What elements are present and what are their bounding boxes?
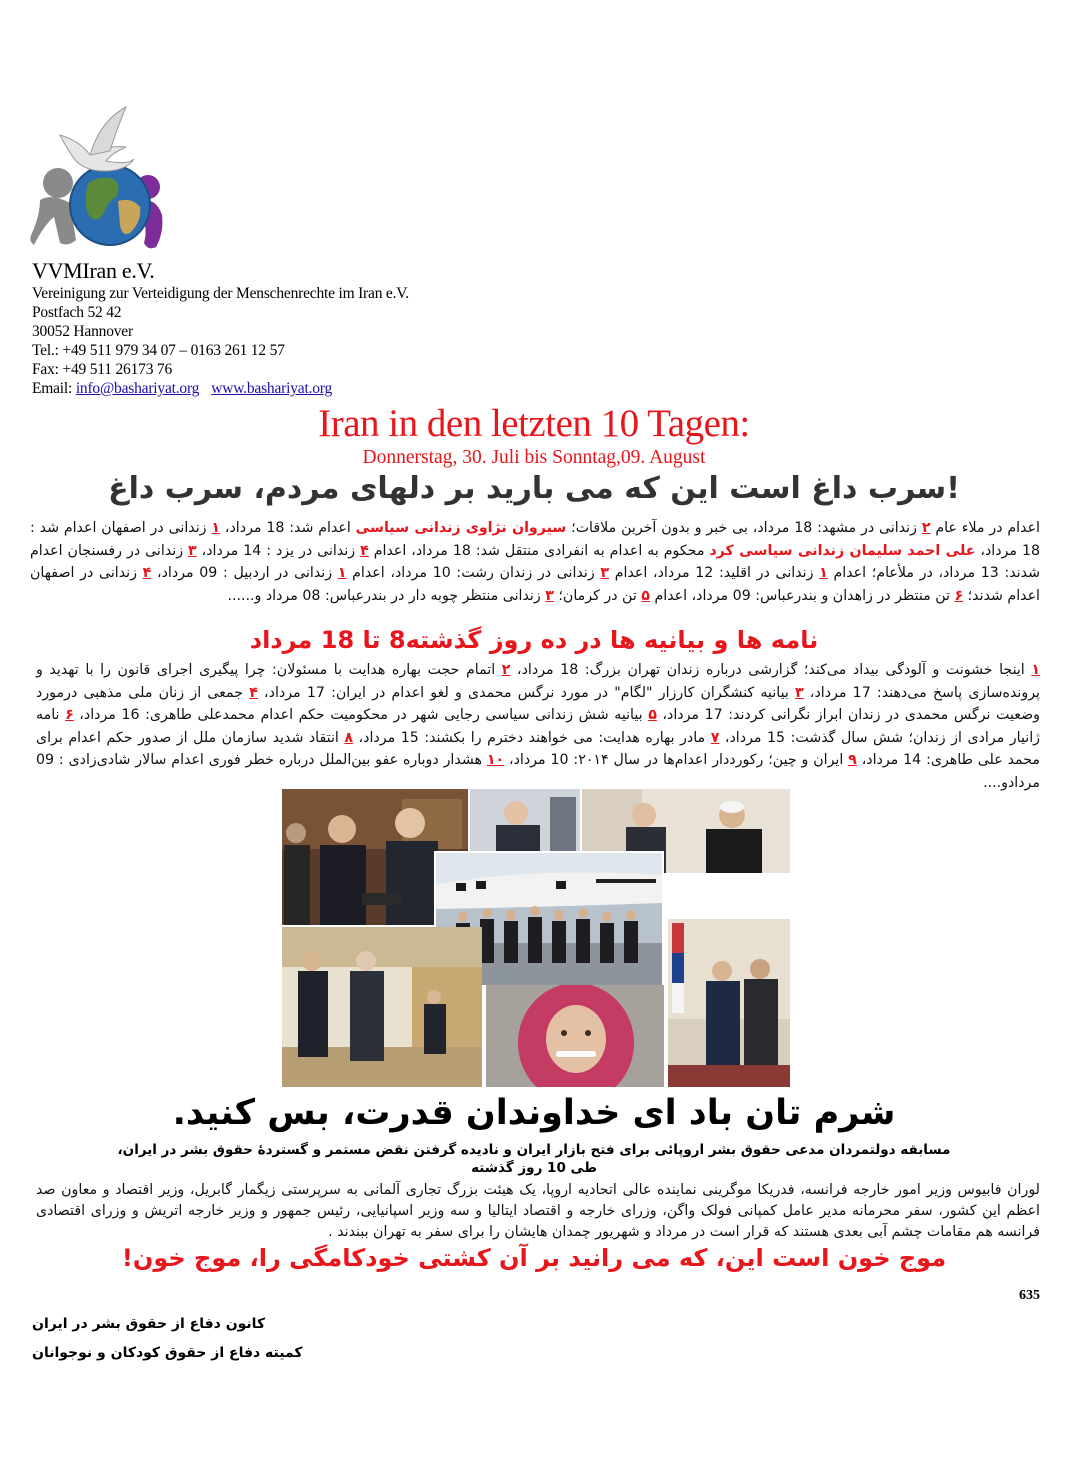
signature-line-1: کانون دفاع از حقوق بشر در ایران	[32, 1316, 266, 1332]
persian-headline: سرب داغ است این که می بارید بر دلهای مردم، سرب داغ!	[108, 471, 960, 506]
org-postfach: Postfach 52 42	[32, 304, 122, 321]
dove-globe-people-logo-icon	[30, 105, 170, 255]
item-number[interactable]: ۵	[648, 707, 657, 724]
letters-paragraph: ۱ اینجا خشونت و آلودگی بیداد می‌کند؛ گزارشی درباره زندان تهران بزرگ: 18 مرداد، ۲ اتمام حجت بهاره هدایت با مسئولان: چرا پیگیری اجرای قانون را با تهدید و پرونده‌سازی پاسخ می‌دهند: 17 مرداد، ۳ بیانیه کنشگران کارزار "لگام" در مورد نرگس محمدی و لغو اعدام در ایران: 17 مرداد، ۴ جمعی از زنان ملی مذهبی درمورد وضعیت نرگس محمدی در زندان ابراز نگرانی کردند: 17 مرداد، ۵ بیانیه شش زندانی سیاسی رجایی شهر در محکومیت حکم اعدام محمدعلی طاهری: 16 مرداد، ۶ نامه ژانیار مرادی از زندان؛ شش سال گذشت: 15 مرداد، ۷ مادر بهاره هدایت: می خواهند دخترم را بکشند: 15 مرداد، ۸ انتقاد شدید سازمان ملل از صدور حکم اعدام برای محمد علی طاهری: 14 مرداد، ۹ ایران و چین؛ رکورددار اعدام‌ها در سال ۲۰۱۴: 10 مرداد، ۱۰ هشدار دوباره عفو بین‌الملل درباره خطر فوری اعدام سالار شادی‌زادی : 09 مردادو....	[36, 662, 1040, 791]
highlighted-name: سیروان نژاوی زندانی سیاسی	[355, 520, 567, 536]
page-title: Iran in den letzten 10 Tagen:	[318, 402, 750, 445]
item-number[interactable]: ۳	[188, 542, 197, 559]
org-name: VVMIran e.V.	[32, 258, 155, 283]
website-link[interactable]: www.bashariyat.org	[211, 380, 333, 397]
item-number[interactable]: ۴	[249, 684, 258, 701]
letterhead	[32, 258, 552, 398]
org-tel: Tel.: +49 511 979 34 07 – 0163 261 12 57	[32, 342, 285, 359]
item-number[interactable]: ۳	[600, 565, 610, 582]
item-number[interactable]: ۱	[211, 520, 221, 536]
subheading-line-1: مسابقه دولتمردان مدعی حقوق بشر اروپائی برای فتح بازار ایران و نادیده گرفتن نقض مستمر و گستردهٔ حقوق بشر در ایران،	[117, 1142, 951, 1158]
item-number[interactable]: ۴	[360, 542, 369, 559]
item-number[interactable]: ۱	[1031, 662, 1040, 678]
org-city: 30052 Hannover	[32, 323, 133, 340]
org-contact	[32, 379, 552, 398]
item-number[interactable]: ۳	[795, 684, 804, 701]
item-number[interactable]: ۶	[954, 587, 964, 604]
item-number[interactable]: ۲	[921, 520, 931, 536]
item-number[interactable]: ۱۰	[486, 752, 505, 769]
blood-wave-headline: موج خون است این، که می رانید بر آن کشتی خودکامگی را، موج خون!	[121, 1244, 947, 1272]
document-number: 635	[1019, 1288, 1040, 1303]
item-number[interactable]: ۵	[641, 587, 650, 604]
letters-heading: نامه ها و بیانیه ها در ده روز گذشته8 تا 18 مرداد	[249, 626, 819, 654]
email-label: Email:	[32, 380, 76, 397]
email-link[interactable]: info@bashariyat.org	[75, 380, 200, 397]
item-number[interactable]: ۴	[142, 565, 152, 582]
signature-line-2: کمیته دفاع از حقوق کودکان و نوجوانان	[32, 1345, 303, 1361]
item-number[interactable]: ۶	[65, 707, 74, 724]
item-number[interactable]: ۲	[501, 662, 511, 678]
org-full-name: Vereinigung zur Verteidigung der Menschenrechte im Iran e.V.	[32, 285, 409, 302]
german-officials-photo	[470, 789, 580, 853]
woman-headscarf-photo	[486, 985, 664, 1087]
item-number[interactable]: ۱	[337, 565, 347, 582]
flags-handshake-photo	[668, 919, 790, 1087]
shame-headline: شرم تان باد ای خداوندان قدرت، بس کنید.	[172, 1093, 896, 1133]
subheading-line-2: طی 10 روز گذشته	[471, 1160, 597, 1176]
photo-collage	[282, 789, 790, 1087]
executions-paragraph: اعدام در ملاء عام ۲ زندانی در مشهد: 18 مرداد، بی خبر و بدون آخرین ملاقات؛ سیروان نژاوی زندانی سیاسی اعدام شد: 18 مرداد، ۱ زندانی در اصفهان اعدام شد : 18 مرداد، علی احمد سلیمان زندانی سیاسی کرد محکوم به اعدام به انفرادی منتقل شد: 18 مرداد، اعدام ۴ زندانی در یزد : 14 مرداد، ۳ زندانی در رفسنجان اعدام شدند: 13 مرداد، در ملأعام؛ اعدام ۱ زندانی در اقلید: 12 مرداد، اعدام ۳ زندانی در زندان رشت: 10 مرداد، اعدام ۱ زندانی در اردبیل : 09 مرداد، ۴ زندانی در اصفهان اعدام شدند؛ ۶ تن منتظر در زاهدان و بندرعباس: 09 مرداد، اعدام ۵ تن در کرمان؛ ۳ زندانی منتظر چوبه دار در بندرعباس: 08 مرداد و......	[30, 520, 1041, 604]
ministers-walking-photo	[282, 927, 482, 1087]
item-number[interactable]: ۱	[819, 565, 828, 582]
date-range-subtitle: Donnerstag, 30. Juli bis Sonntag,09. August	[362, 447, 706, 468]
item-number[interactable]: ۸	[344, 729, 354, 746]
org-fax: Fax: +49 511 26173 76	[32, 361, 173, 378]
highlighted-name: علی احمد سلیمان زندانی سیاسی کرد	[709, 542, 976, 559]
item-number[interactable]: ۹	[848, 752, 857, 769]
item-number[interactable]: ۳	[545, 587, 554, 604]
item-number[interactable]: ۷	[710, 729, 720, 746]
officials-visit-paragraph: لوران فابیوس وزیر امور خارجه فرانسه، فدریکا موگرینی نماینده عالی اتحادیه اروپا، یک هیئت بزرگ تجاری آلمانی به سرپرستی زیگمار گابریل، وزیر اقتصاد و معاون صد اعظم این کشور، سفر محرمانه مدیر عامل کمپانی فولک واگن، وزرای خارجه و اقتصاد ایتالیا و سه وزیر اسپانیایی، رئیس جمهور و وزیر خارجه اتریش و وزرای اقتصادی فرانسه هم مقامات چشم آبی بعدی هستند که قرار است در مرداد و شهریور چمدان هایشان را برای سفر به تهران ببندند .	[36, 1182, 1040, 1240]
